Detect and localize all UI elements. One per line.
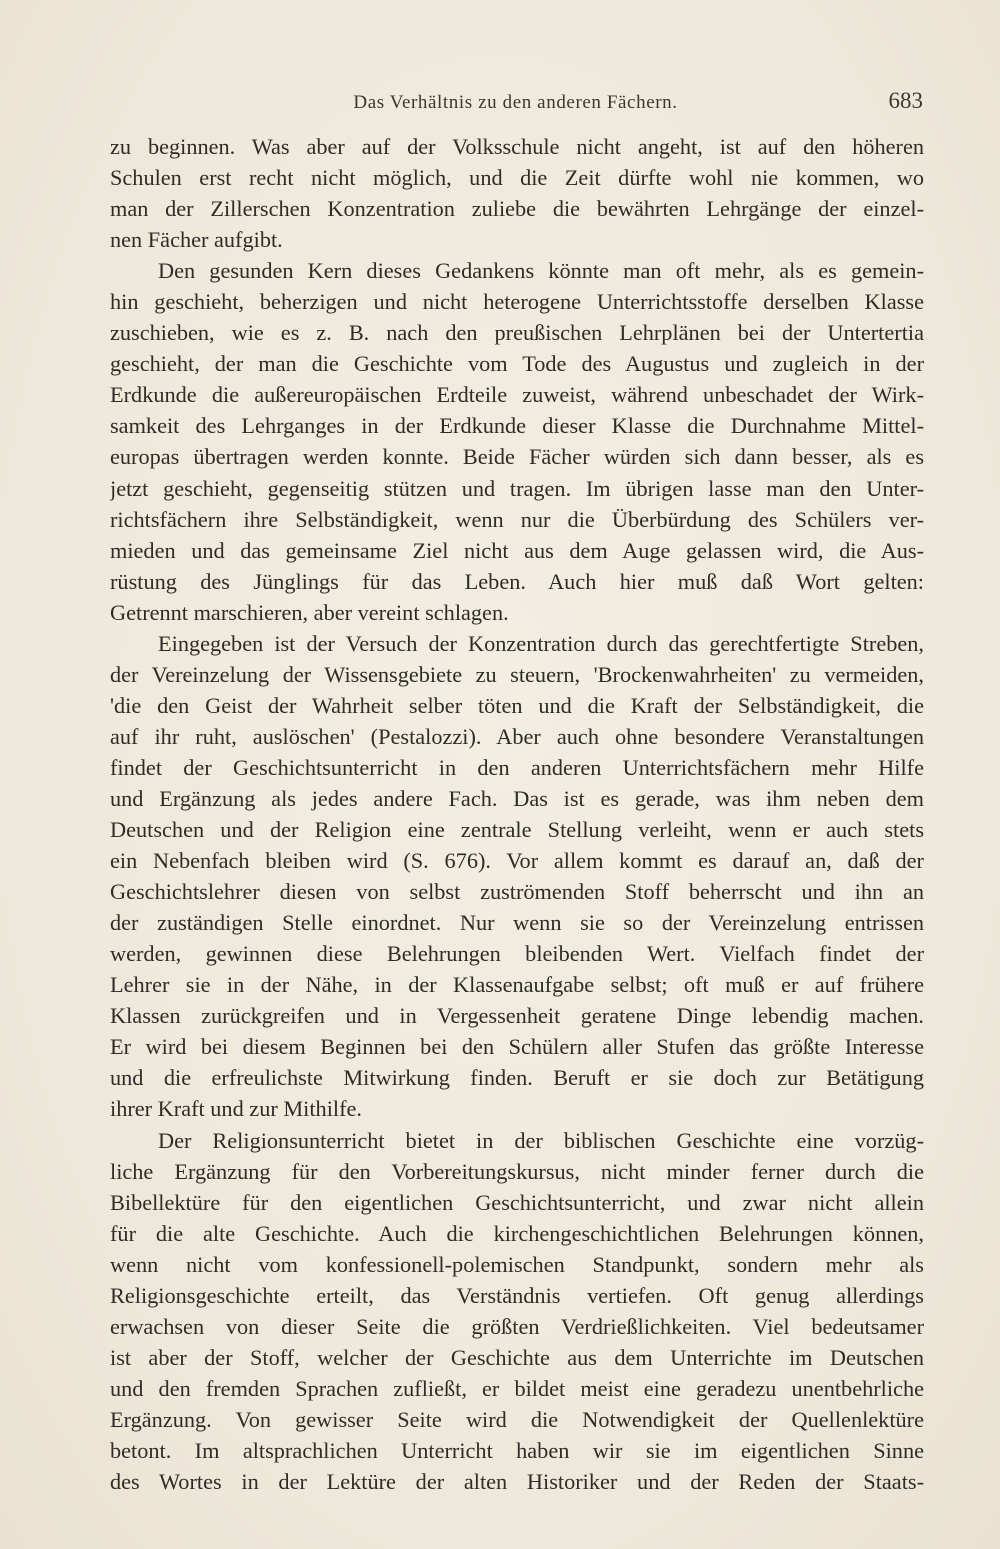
text-line: Deutschen und der Religion eine zentrale Stellung verleiht, wenn er auch stets — [110, 817, 924, 843]
running-title: Das Verhältnis zu den anderen Fächern. — [353, 92, 678, 113]
text-line: findet der Geschichtsunterricht in den anderen Unterrichtsfächern mehr Hilfe — [110, 754, 924, 780]
text-line: ihrer Kraft und zur Mithilfe. — [110, 1096, 362, 1122]
text-line: zu beginnen. Was aber auf der Volksschule nicht angeht, ist auf den höheren — [110, 134, 924, 159]
text-line: und Ergänzung als jedes andere Fach. Das ist es gerade, was ihm neben dem — [110, 785, 924, 811]
text-line: werden, gewinnen diese Belehrungen bleibenden Wert. Vielfach findet der — [110, 941, 924, 967]
text-line: geschieht, der man die Geschichte vom Tode des Augustus und zugleich in der — [110, 351, 924, 377]
text-line: 'die den Geist der Wahrheit selber töten und die Kraft der Selbständigkeit, die — [110, 692, 924, 718]
text-line: des Wortes in der Lektüre der alten Historiker und der Reden der Staats- — [110, 1469, 924, 1495]
body-text — [110, 131, 924, 1497]
text-line: erwachsen von dieser Seite die größten Verdrießlichkeiten. Viel bedeutsamer — [110, 1313, 924, 1339]
text-line: Den gesunden Kern dieses Gedankens könnte man oft mehr, als es gemein- — [158, 258, 924, 284]
text-line: mieden und das gemeinsame Ziel nicht aus dem Auge gelassen wird, die Aus- — [110, 537, 924, 563]
text-line: Schulen erst recht nicht möglich, und die Zeit dürfte wohl nie kommen, wo — [110, 165, 924, 191]
text-line: Klassen zurückgreifen und in Vergessenheit geratene Dinge lebendig machen. — [110, 1003, 924, 1029]
text-line: betont. Im altsprachlichen Unterricht haben wir sie im eigentlichen Sinne — [110, 1437, 924, 1463]
text-line: Ergänzung. Von gewisser Seite wird die Notwendigkeit der Quellenlektüre — [110, 1406, 924, 1432]
text-line: Getrennt marschieren, aber vereint schlagen. — [110, 599, 509, 625]
text-line: und den fremden Sprachen zufließt, er bildet meist eine geradezu unentbehrliche — [110, 1375, 924, 1401]
text-line: zuschieben, wie es z. B. nach den preußischen Lehrplänen bei der Untertertia — [110, 320, 924, 346]
text-line: für die alte Geschichte. Auch die kirchengeschichtlichen Belehrungen können, — [110, 1220, 924, 1246]
text-line: europas übertragen werden konnte. Beide Fächer würden sich dann besser, als es — [110, 444, 924, 470]
text-line: der Vereinzelung der Wissensgebiete zu steuern, 'Brockenwahrheiten' zu vermeiden, — [110, 661, 924, 687]
text-line: nen Fächer aufgibt. — [110, 227, 283, 253]
paragraph — [110, 1125, 924, 1498]
text-line: ist aber der Stoff, welcher der Geschichte aus dem Unterrichte im Deutschen — [110, 1344, 924, 1370]
text-line: jetzt geschieht, gegenseitig stützen und tragen. Im übrigen lasse man den Unter- — [110, 475, 924, 501]
paragraph — [110, 131, 924, 255]
paragraph — [110, 628, 924, 1125]
text-line: Religionsgeschichte erteilt, das Verständnis vertiefen. Oft genug allerdings — [110, 1282, 924, 1308]
text-line: wenn nicht vom konfessionell-polemischen Standpunkt, sondern mehr als — [110, 1251, 924, 1277]
text-line: Lehrer sie in der Nähe, in der Klassenaufgabe selbst; oft muß er auf frühere — [110, 972, 924, 998]
text-line: der zuständigen Stelle einordnet. Nur wenn sie so der Vereinzelung entrissen — [110, 910, 924, 936]
text-line: Erdkunde die außereuropäischen Erdteile zuweist, während unbeschadet der Wirk- — [110, 382, 924, 408]
text-line: Geschichtslehrer diesen von selbst zuströmenden Stoff beherrscht und ihn an — [110, 879, 924, 905]
text-line: hin geschieht, beherzigen und nicht heterogene Unterrichtsstoffe derselben Klasse — [110, 289, 924, 315]
text-line: und die erfreulichste Mitwirkung finden. Beruft er sie doch zur Betätigung — [110, 1065, 924, 1091]
text-line: Der Religionsunterricht bietet in der biblischen Geschichte eine vorzüg- — [158, 1127, 924, 1153]
text-line: man der Zillerschen Konzentration zuliebe die bewährten Lehrgänge der einzel- — [110, 196, 924, 222]
page-number: 683 — [888, 88, 923, 113]
text-line: ein Nebenfach bleiben wird (S. 676). Vor allem kommt es darauf an, daß der — [110, 848, 924, 874]
text-line: liche Ergänzung für den Vorbereitungskursus, nicht minder ferner durch die — [110, 1158, 924, 1184]
text-line: richtsfächern ihre Selbständigkeit, wenn nur die Überbürdung des Schülers ver- — [110, 506, 924, 532]
text-line: auf ihr ruht, auslöschen' (Pestalozzi). Aber auch ohne besondere Veranstaltungen — [110, 723, 924, 749]
text-line: Eingegeben ist der Versuch der Konzentration durch das gerechtfertigte Streben, — [158, 630, 924, 656]
text-line: Bibellektüre für den eigentlichen Geschichtsunterricht, und zwar nicht allein — [110, 1189, 924, 1215]
page-header — [108, 88, 923, 118]
paragraph — [110, 255, 924, 628]
text-line: Er wird bei diesem Beginnen bei den Schülern aller Stufen das größte Interesse — [110, 1034, 924, 1060]
text-line: rüstung des Jünglings für das Leben. Auch hier muß daß Wort gelten: — [110, 568, 924, 594]
text-line: samkeit des Lehrganges in der Erdkunde dieser Klasse die Durchnahme Mittel- — [110, 413, 924, 439]
